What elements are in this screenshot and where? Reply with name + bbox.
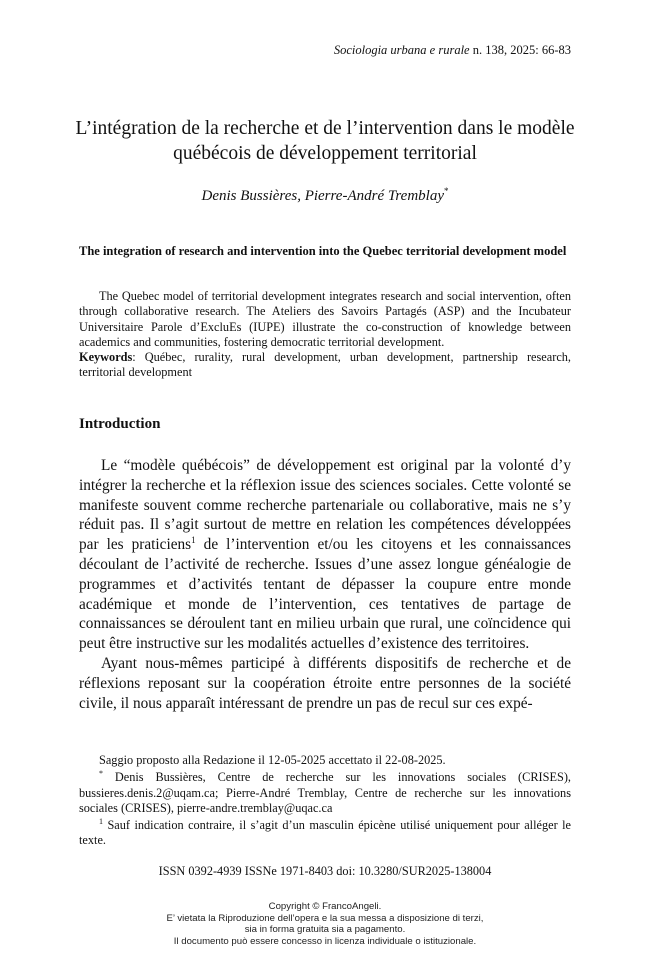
body-text <box>79 456 571 713</box>
submission-note: Saggio proposto alla Redazione il 12-05-2025 accettato il 22-08-2025. <box>99 753 446 767</box>
paragraph-text: Le “modèle québécois” de développement est original par la volonté d’y intégrer la recherche et la réflexion issue des sciences sociales. Cette volonté se manifeste souvent comme recherche partenariale ou collaborative, mais ne s’y réduit pas. Il s’agit surtout de mettre en relation les compétences développées par les praticiens <box>79 457 571 554</box>
keywords <box>79 350 571 381</box>
footnote-text: Denis Bussières, Centre de recherche sur les innovations sociales (CRISES), bussieres.denis.2@uqam.ca; Pierre-André Tremblay, Centre de recherche sur les innovations sociales (CRISES), pierre-andre.tremblay@uqac.ca <box>79 770 571 815</box>
abstract <box>79 289 571 381</box>
author-footnote-mark: * <box>443 186 449 196</box>
keywords-label: Keywords <box>79 350 133 365</box>
footnote-mark: * <box>99 769 103 779</box>
footnote-1 <box>79 818 571 849</box>
copyright-line: sia in forma gratuita sia a pagamento. <box>244 924 406 935</box>
article-authors <box>0 186 650 205</box>
running-header <box>334 43 571 58</box>
author-names: Denis Bussières, Pierre-André Tremblay <box>201 188 444 204</box>
copyright-notice <box>0 901 650 947</box>
issue-info: n. 138, 2025: 66-83 <box>472 43 571 57</box>
issn-doi-line: ISSN 0392-4939 ISSNe 1971-8403 doi: 10.3280/SUR2025-138004 <box>158 864 492 878</box>
footnote-ref: 1 <box>191 535 196 546</box>
copyright-line: Il documento può essere concesso in licenza individuale o istituzionale. <box>173 935 477 947</box>
keywords-list: : Québec, rurality, rural development, urban development, partnership research, territorial development <box>79 350 571 380</box>
english-title: The integration of research and intervention into the Quebec territorial development model <box>79 244 567 258</box>
author-affiliation-note <box>79 770 571 816</box>
article-title: L’intégration de la recherche et de l’intervention dans le modèle québécois de développement territorial <box>75 118 575 164</box>
footnotes <box>79 753 571 851</box>
abstract-text: The Quebec model of territorial development integrates research and social intervention, often through collaborative research. The Ateliers des Savoirs Partagés (ASP) and the Incubateur Universitaire Parole d’ExcluEs (IUPE) illustrate the co-construction of knowledge between academics and communities, fostering democratic territorial development. <box>79 289 571 349</box>
paragraph-text: de l’intervention et/ou les citoyens et les connaissances découlant de l’activité de recherche. Issues d’une assez longue généalogie de programmes et d’activités tentant de dépasser la coupure entre monde académique et monde de l’intervention, ces tentatives de partage de connaissances se déroulent tant en milieu urbain que rural, une coïncidence qui peut être instructive sur les modalités actuelles d’existence des territoires. <box>79 536 572 653</box>
footnote-text: Sauf indication contraire, il s’agit d’un masculin épicène utilisé uniquement pour alléger le texte. <box>79 818 571 848</box>
copyright-line: E’ vietata la Riproduzione dell’opera e la sua messa a disposizione di terzi, <box>166 912 484 924</box>
footnote-mark: 1 <box>99 817 103 827</box>
paragraph: Ayant nous-mêmes participé à différents dispositifs de recherche et de réflexions reposant sur la coopération étroite entre personnes de la société civile, il nous apparaît intéressant de prendre un pas de recul sur ces expé- <box>79 654 571 712</box>
journal-name: Sociologia urbana e rurale <box>333 43 470 57</box>
paragraph <box>79 456 571 654</box>
section-heading-introduction: Introduction <box>79 416 161 432</box>
copyright-line: Copyright © FrancoAngeli. <box>268 901 382 912</box>
